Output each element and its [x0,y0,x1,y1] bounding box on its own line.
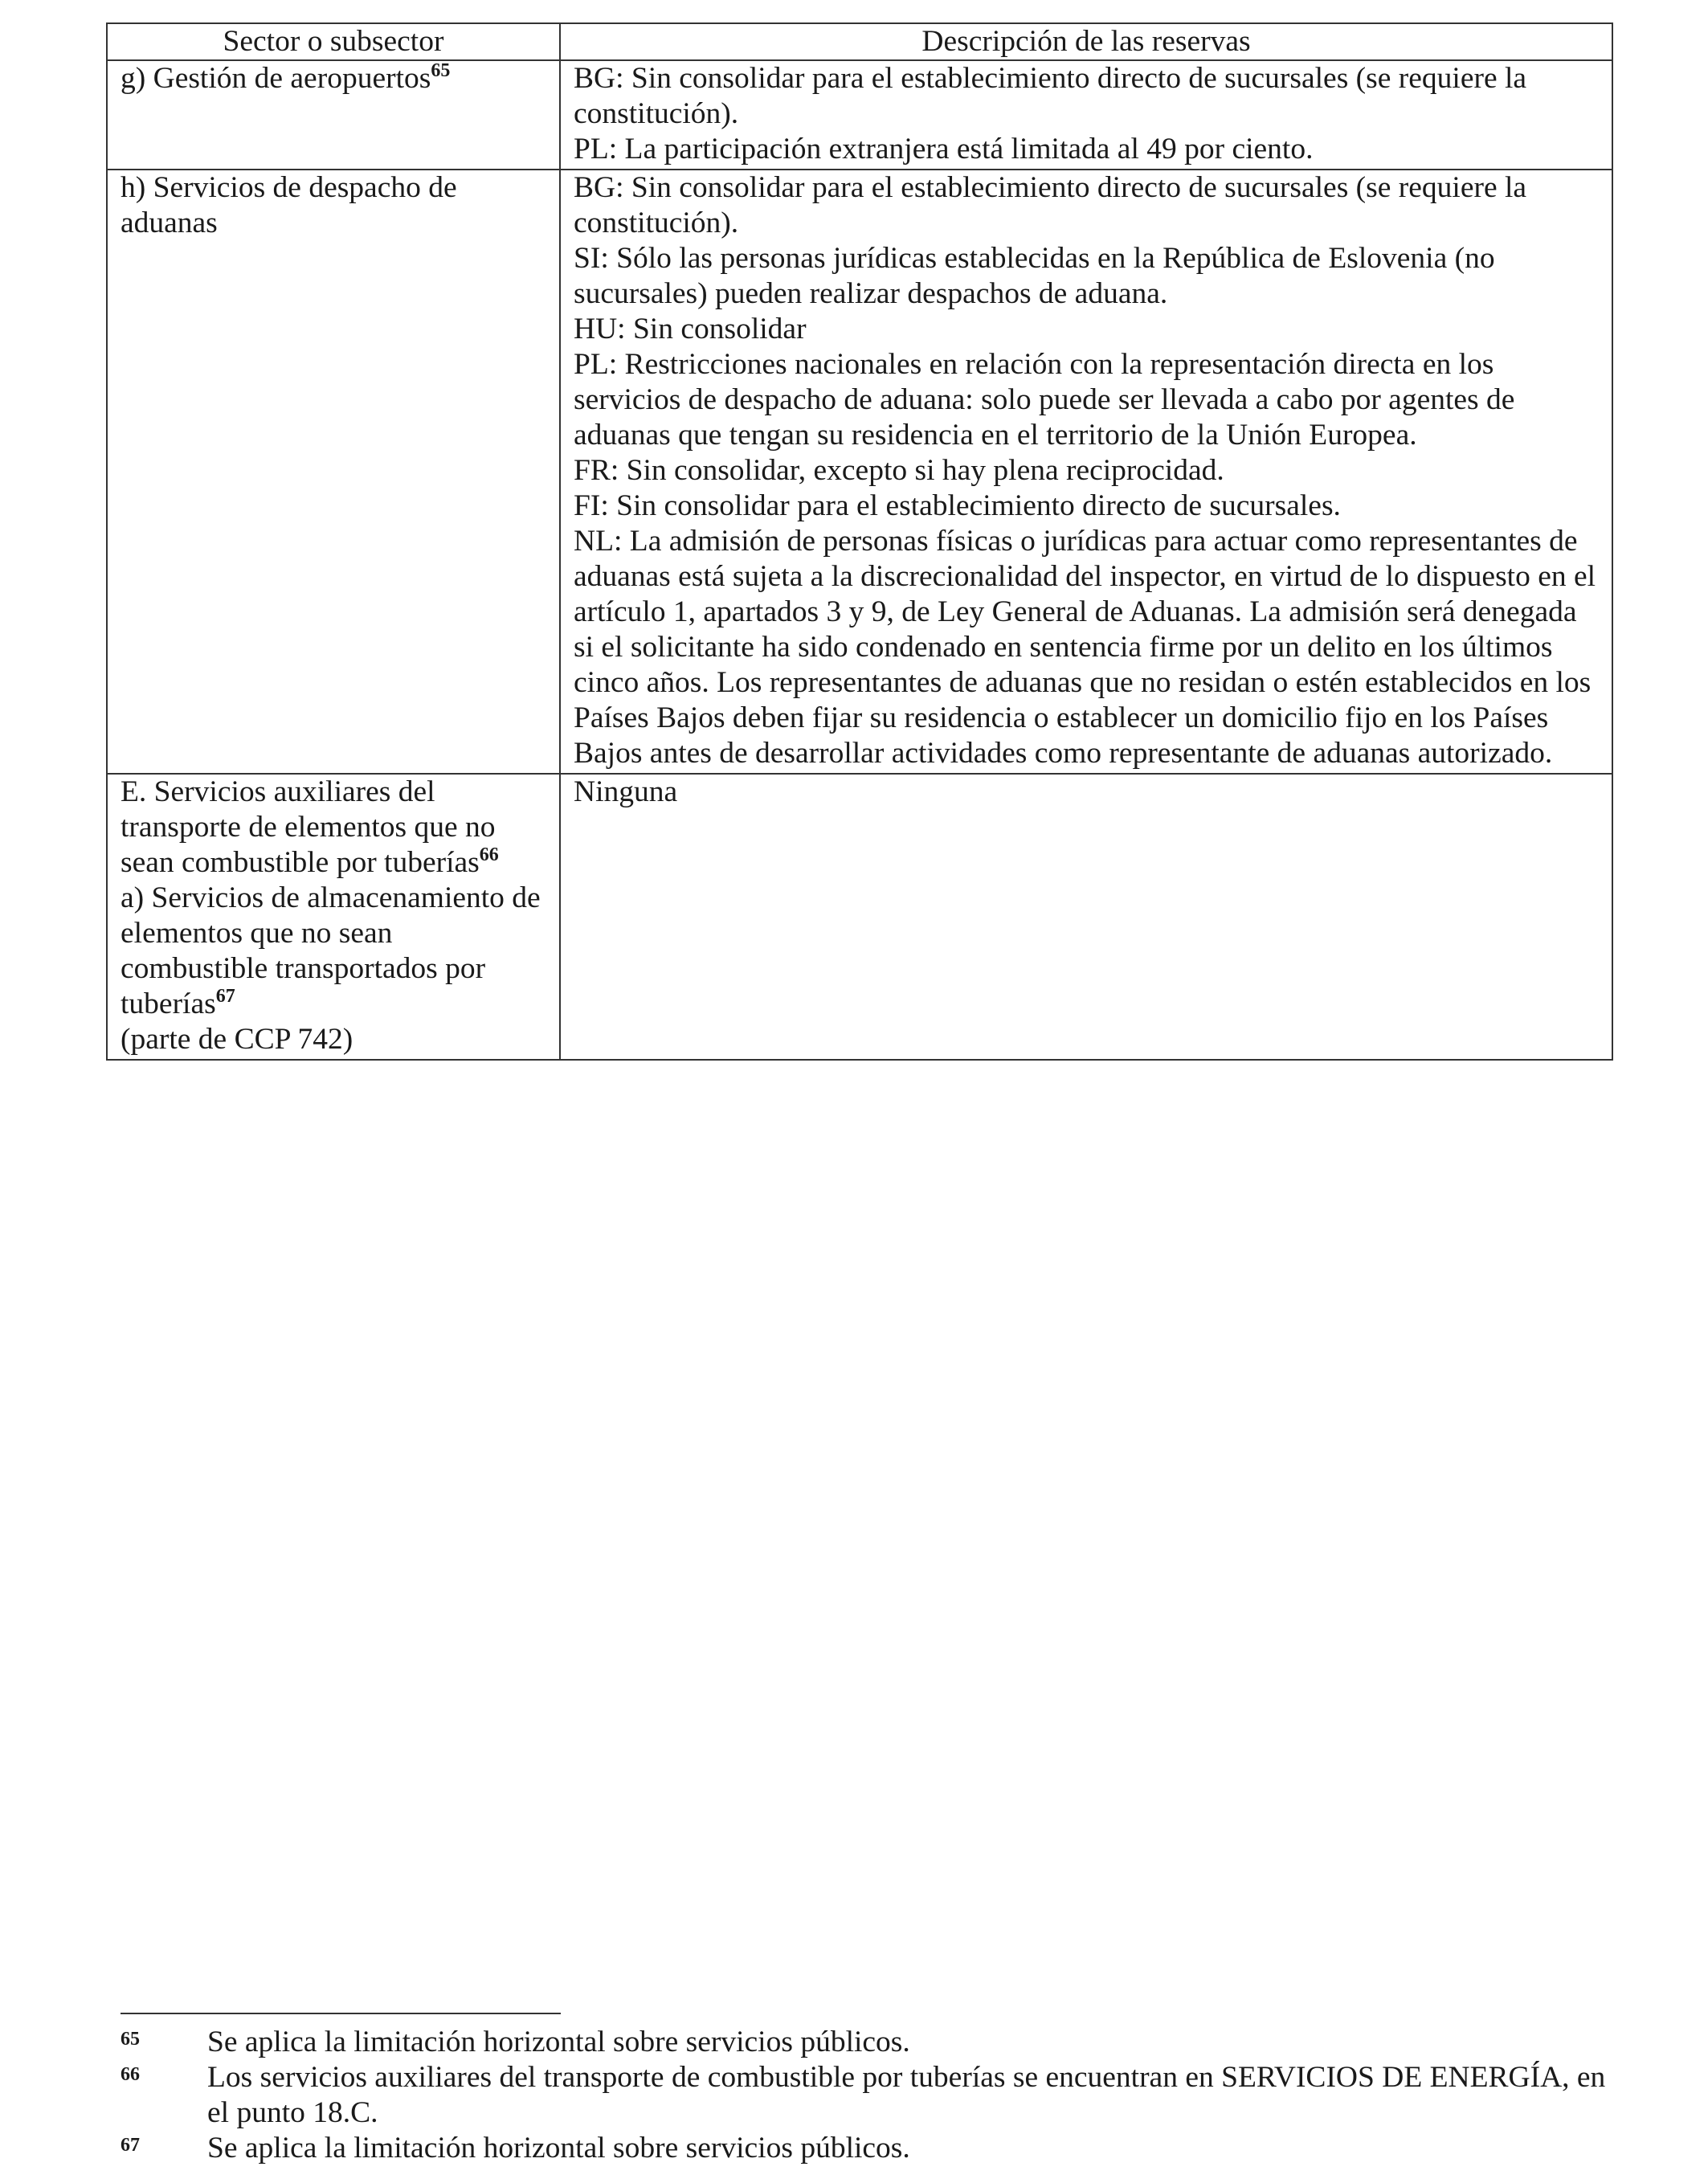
sector-code: (parte de CCP 742) [121,1023,353,1056]
sector-heading: E. Servicios auxiliares del transporte de elementos que no sean combustible por tuberías [121,775,496,879]
table-row [107,170,1612,774]
reservation-entry: BG: Sin consolidar para el establecimiento directo de sucursales (se requiere la constitución). [574,171,1527,239]
sector-cell [107,60,560,170]
table-row [107,60,1612,170]
footnote-ref[interactable]: 65 [431,60,451,81]
footnote-item [121,2025,1615,2060]
sector-text: h) Servicios de despacho de aduanas [121,171,457,239]
reservations-table [106,22,1613,1061]
footnote-item [121,2131,1615,2166]
description-cell [560,774,1612,1060]
footnotes [121,2025,1615,2166]
header-description: Descripción de las reservas [560,23,1612,60]
reservation-entry: PL: Restricciones nacionales en relación con la representación directa en los servicios de despacho de aduana: solo puede ser llevada a cabo por agentes de aduanas que tengan su residencia en el territorio de la Unión Europea. [574,348,1515,452]
table-header-row [107,23,1612,60]
description-cell [560,60,1612,170]
reservation-entry: FI: Sin consolidar para el establecimiento directo de sucursales. [574,489,1341,522]
footnote-text: Se aplica la limitación horizontal sobre servicios públicos. [207,2026,910,2058]
footnote-number: 67 [121,2135,140,2156]
sector-cell [107,170,560,774]
table-row [107,774,1612,1060]
sector-text: g) Gestión de aeropuertos [121,62,431,95]
reservation-entry: FR: Sin consolidar, excepto si hay plena reciprocidad. [574,454,1224,487]
reservation-entry: SI: Sólo las personas jurídicas establecidas en la República de Eslovenia (no sucursales) pueden realizar despachos de aduana. [574,242,1495,310]
footnote-item [121,2060,1615,2131]
footnote-separator [121,2013,561,2014]
header-sector: Sector o subsector [107,23,560,60]
reservation-entry: NL: La admisión de personas físicas o jurídicas para actuar como representantes de aduanas está sujeta a la discrecionalidad del inspector, en virtud de lo dispuesto en el artículo 1, apartados 3 y 9, de Ley General de Aduanas. La admisión será denegada si el solicitante ha sido condenado en sentencia firme por un delito en los últimos cinco años. Los representantes de aduanas que no residan o estén establecidos en los Países Bajos deben fijar su residencia o establecer un domicilio fijo en los Países Bajos antes de desarrollar actividades como representante de aduanas autorizado. [574,525,1596,770]
footnote-ref[interactable]: 66 [479,844,499,865]
footnote-number: 66 [121,2064,140,2085]
reservation-entry: PL: La participación extranjera está limitada al 49 por ciento. [574,133,1314,166]
reservation-entry: HU: Sin consolidar [574,313,807,345]
footnote-text: Se aplica la limitación horizontal sobre servicios públicos. [207,2132,910,2165]
footnote-ref[interactable]: 67 [215,986,235,1007]
reservation-entry: Ninguna [574,775,678,808]
sector-cell [107,774,560,1060]
reservation-entry: BG: Sin consolidar para el establecimiento directo de sucursales (se requiere la constitución). [574,62,1527,130]
description-cell [560,170,1612,774]
footnote-number: 65 [121,2029,140,2050]
footnote-text: Los servicios auxiliares del transporte de combustible por tuberías se encuentran en SERVICIOS DE ENERGÍA, en el punto 18.C. [207,2061,1606,2129]
sector-item: a) Servicios de almacenamiento de elementos que no sean combustible transportados por tuberías [121,881,541,1020]
